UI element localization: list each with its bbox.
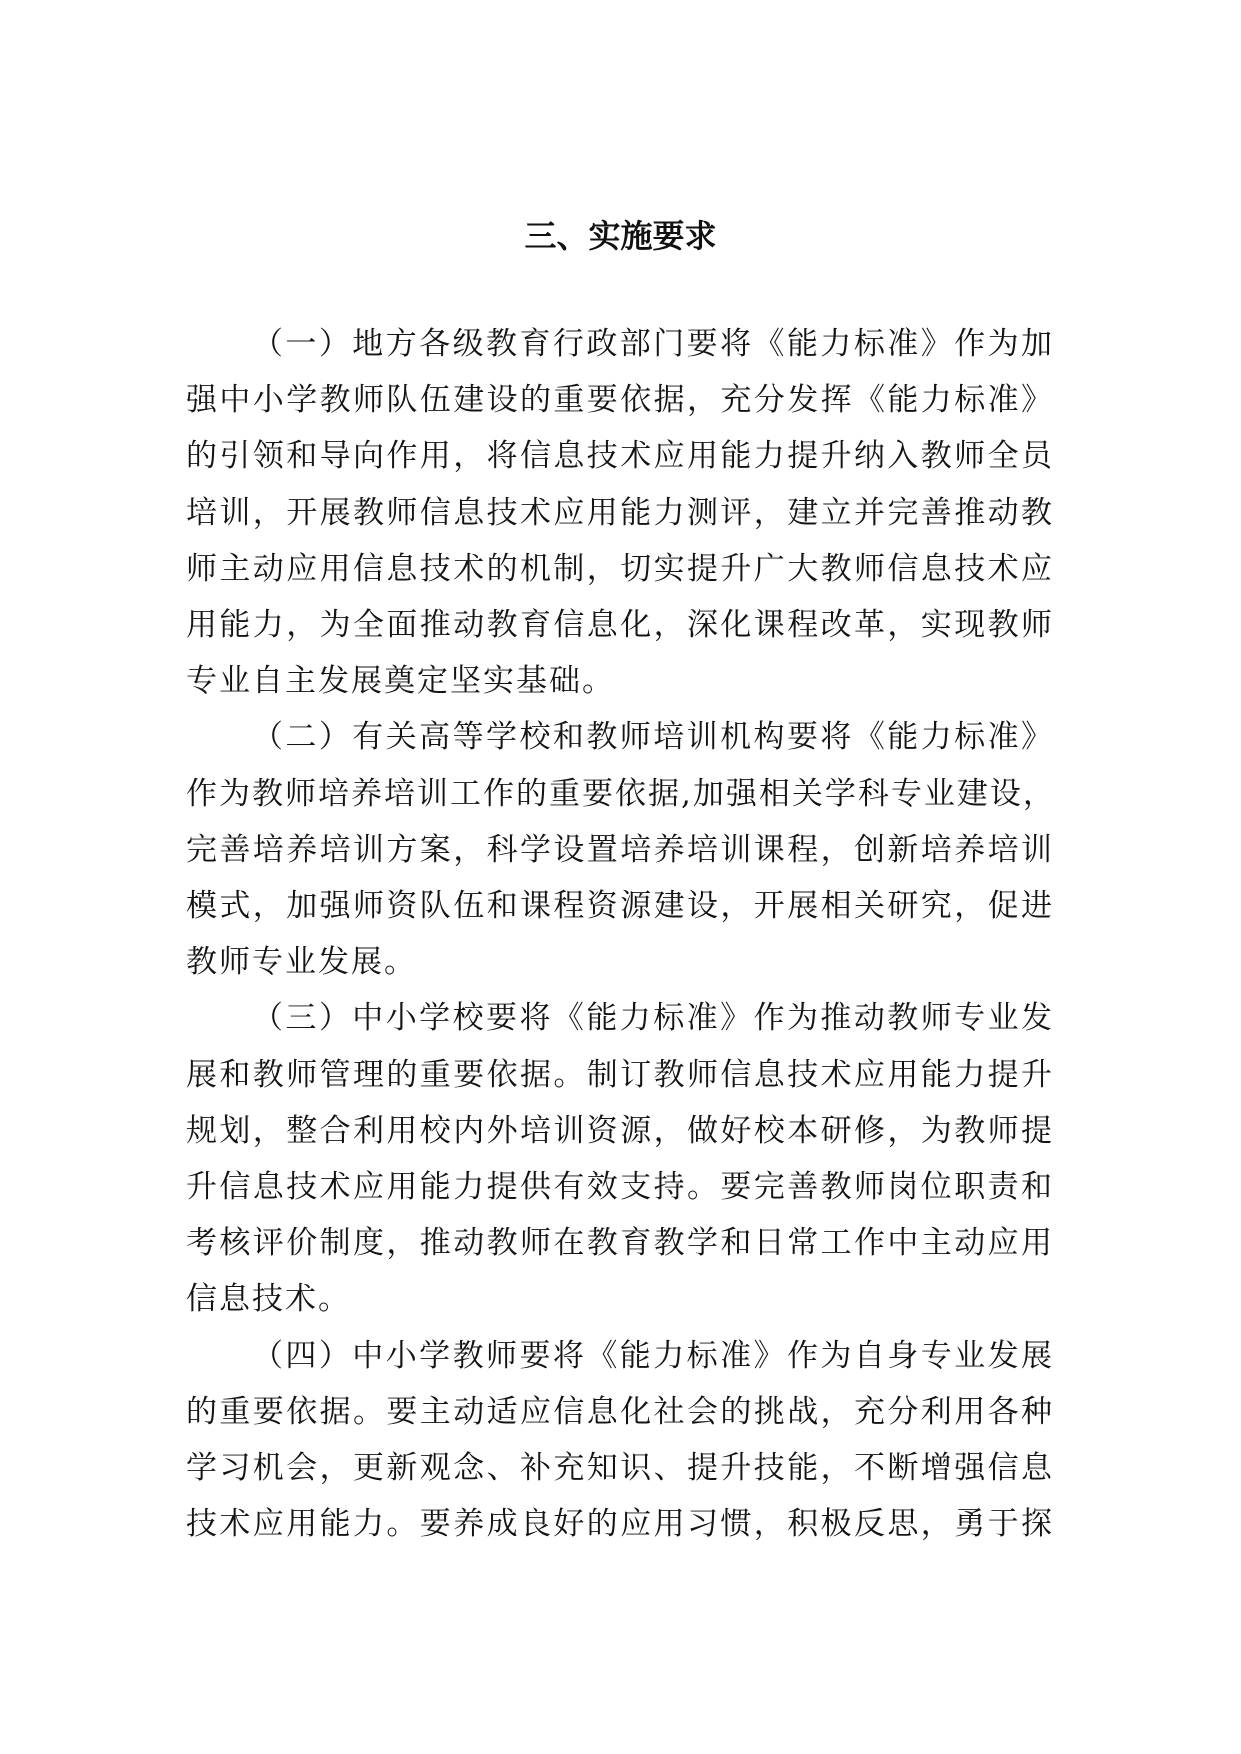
- section-heading: 三、实施要求: [524, 217, 717, 255]
- text-line: 考核评价制度，推动教师在教育教学和日常工作中主动应用: [186, 1225, 1054, 1262]
- text-line: 专业自主发展奠定坚实基础。: [186, 663, 615, 700]
- text-line: （二）有关高等学校和教师培训机构要将《能力标准》: [252, 719, 1054, 756]
- text-line: 用能力，为全面推动教育信息化，深化课程改革，实现教师: [186, 607, 1054, 644]
- text-line: （三）中小学校要将《能力标准》作为推动教师专业发: [252, 1000, 1054, 1037]
- paragraph-1: [186, 316, 1054, 709]
- text-line: 模式，加强师资队伍和课程资源建设，开展相关研究，促进: [186, 888, 1054, 925]
- text-line: 强中小学教师队伍建设的重要依据，充分发挥《能力标准》: [186, 382, 1054, 419]
- text-line: 升信息技术应用能力提供有效支持。要完善教师岗位职责和: [186, 1169, 1054, 1206]
- text-line: 教师专业发展。: [186, 944, 417, 981]
- text-line: 学习机会，更新观念、补充知识、提升技能，不断增强信息: [186, 1450, 1054, 1487]
- text-line: 信息技术。: [186, 1281, 351, 1318]
- document-body: [186, 316, 1054, 1552]
- text-line: 技术应用能力。要养成良好的应用习惯，积极反思，勇于探: [186, 1506, 1054, 1543]
- text-line: 规划，整合利用校内外培训资源，做好校本研修，为教师提: [186, 1112, 1054, 1149]
- text-line: 作为教师培养培训工作的重要依据,加强相关学科专业建设，: [186, 775, 1056, 812]
- text-line: 完善培养培训方案，科学设置培养培训课程，创新培养培训: [186, 831, 1054, 868]
- paragraph-4: [186, 1328, 1054, 1553]
- text-line: （四）中小学教师要将《能力标准》作为自身专业发展: [252, 1337, 1054, 1374]
- text-line: 培训，开展教师信息技术应用能力测评，建立并完善推动教: [186, 494, 1054, 531]
- text-line: 师主动应用信息技术的机制，切实提升广大教师信息技术应: [186, 550, 1054, 587]
- paragraph-3: [186, 990, 1054, 1327]
- text-line: 的引领和导向作用，将信息技术应用能力提升纳入教师全员: [186, 438, 1054, 475]
- text-line: 展和教师管理的重要依据。制订教师信息技术应用能力提升: [186, 1056, 1054, 1093]
- text-line: （一）地方各级教育行政部门要将《能力标准》作为加: [252, 326, 1054, 362]
- text-line: 的重要依据。要主动适应信息化社会的挑战，充分利用各种: [186, 1393, 1054, 1430]
- paragraph-2: [186, 709, 1054, 990]
